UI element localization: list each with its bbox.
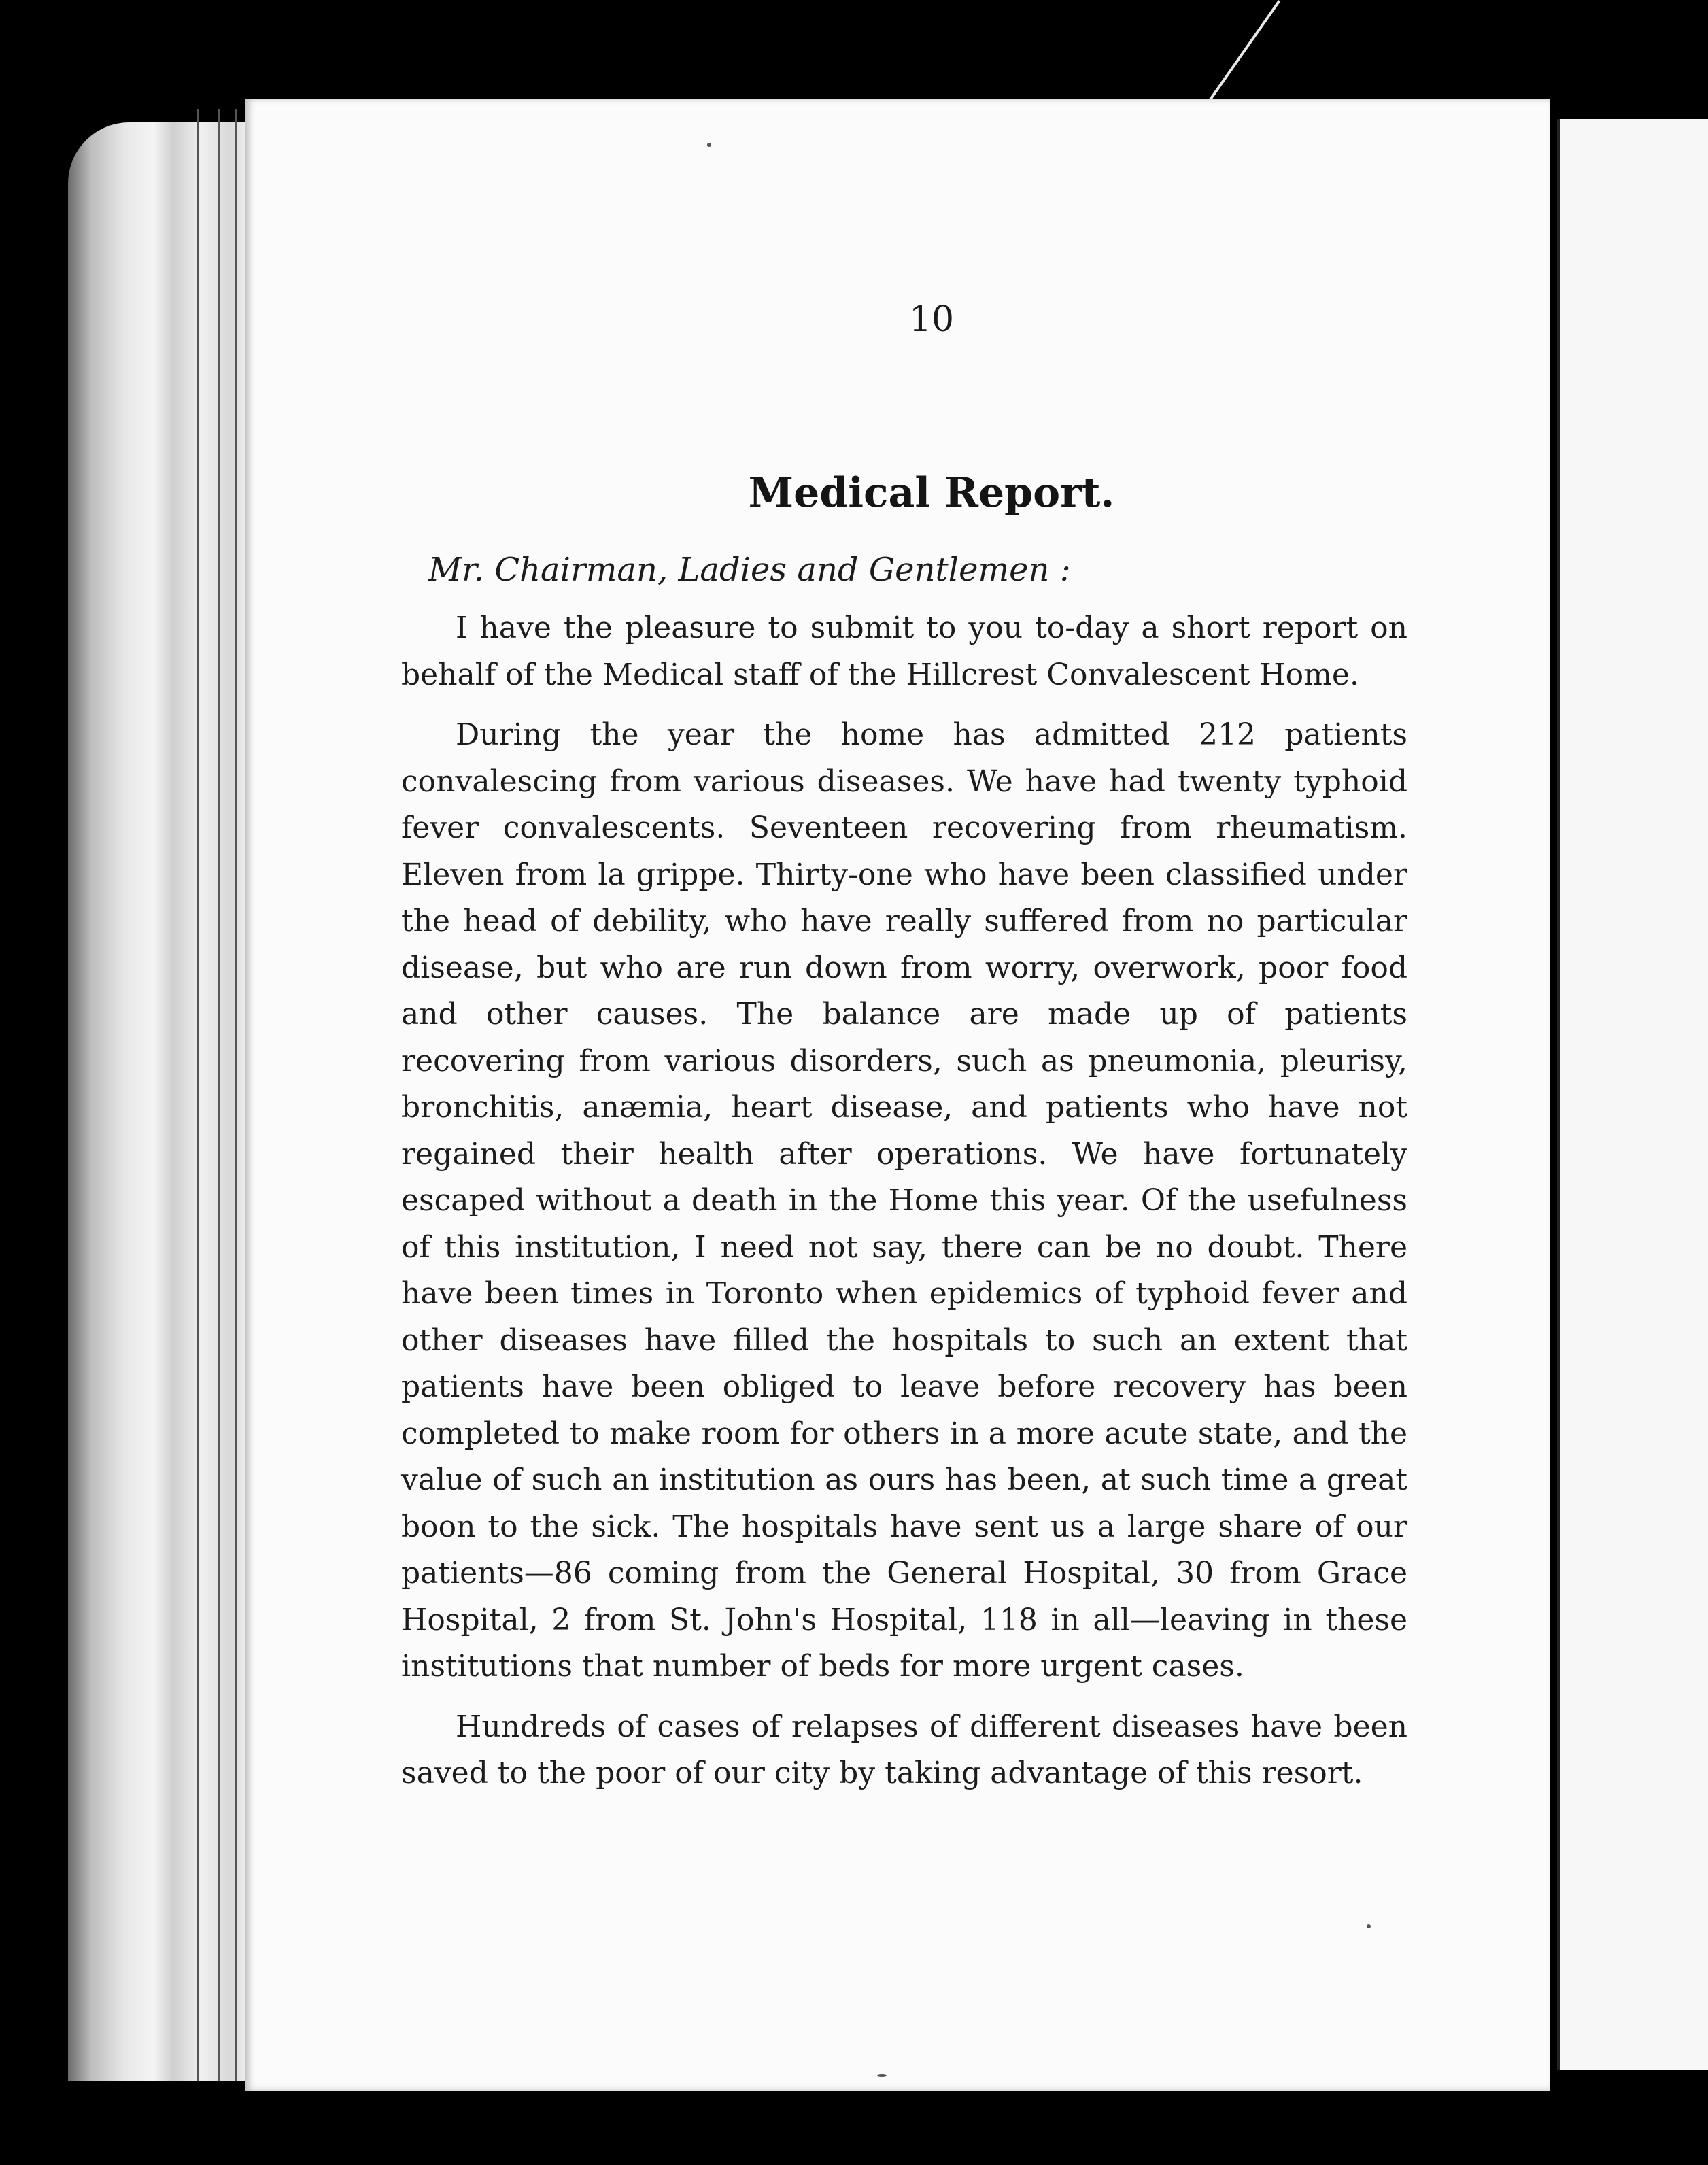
page-title: Medical Report.: [748, 469, 1115, 517]
dust-speck: [1367, 1924, 1371, 1928]
page-edge-line: [218, 109, 220, 2081]
facing-page-strip: [1557, 119, 1708, 2070]
page-edge-line: [197, 109, 199, 2081]
book-page-edges: [68, 122, 258, 2081]
paragraph: Hundreds of cases of relapses of different diseases have been saved to the poor of our city by taking advantage of this resort.: [401, 1709, 1407, 1790]
dust-speck: [877, 2074, 887, 2077]
report-body: [401, 605, 1407, 1811]
paragraph: During the year the home has admitted 212 patients convalescing from various diseases. We have had twenty typhoid fever convalescents. Seventeen recovering from rheumatism. Eleven from la grippe. Thirty-one who have been classified under the head of debility, who have really suffered from no particular disease, but who are run down from worry, overwork, poor food and other causes. The balance are made up of patients recovering from various disorders, such as pneumonia, pleurisy, bronchitis, anæmia, heart disease, and patients who have not regained their health after operations. We have fortunately escaped without a death in the Home this year. Of the usefulness of this institution, I need not say, there can be no doubt. There have been times in Toronto when epidemics of typhoid fever and other diseases have filled the hospitals to such an extent that patients have been obliged to leave before recovery has been completed to make room for others in a more acute state, and the value of such an institution as ours has been, at such time a great boon to the sick. The hospitals have sent us a large share of our patients—86 coming from the General Hospital, 30 from Grace Hospital, 2 from St. John's Hospital, 118 in all—leaving in these institutions that number of beds for more urgent cases.: [401, 717, 1407, 1684]
page-edge-line: [235, 109, 237, 2081]
page-number: 10: [908, 299, 955, 340]
dust-speck: [707, 143, 711, 147]
paragraph: I have the pleasure to submit to you to-day a short report on behalf of the Medical staff of the Hillcrest Convalescent Home.: [401, 611, 1407, 692]
film-scratch: [1204, 0, 1280, 107]
salutation: Mr. Chairman, Ladies and Gentlemen :: [428, 551, 1071, 589]
